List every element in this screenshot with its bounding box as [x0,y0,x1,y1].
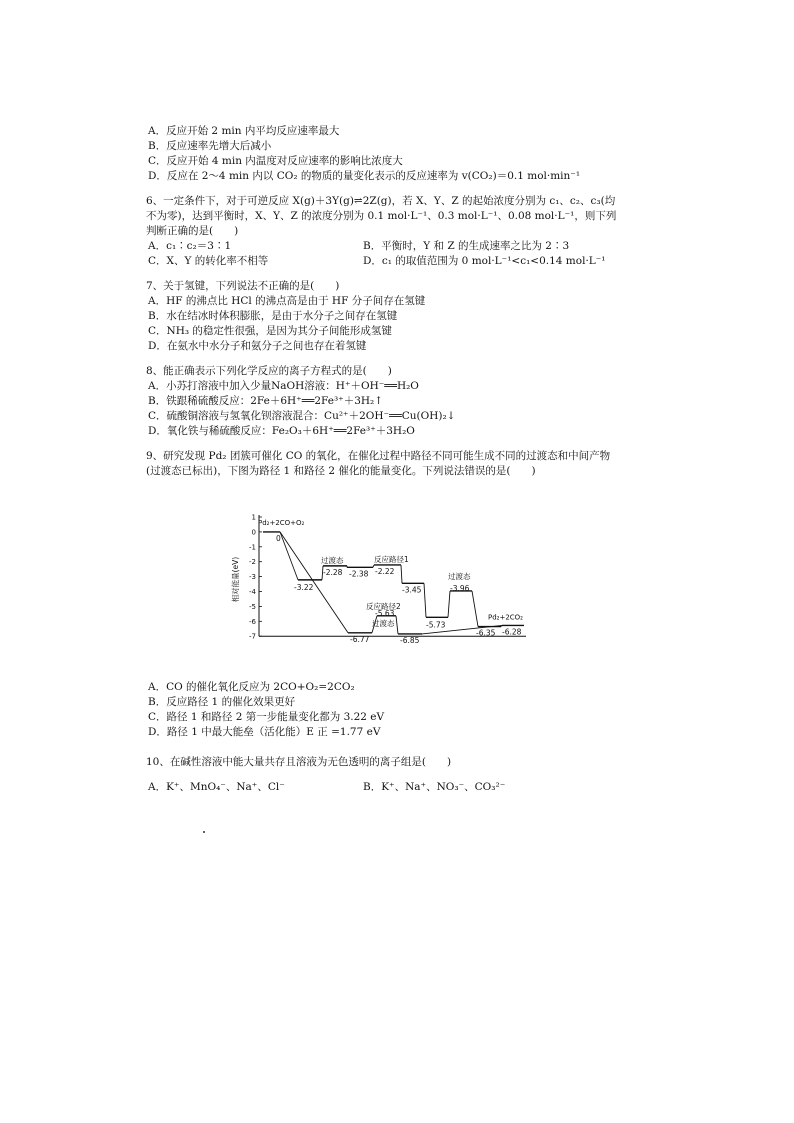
question-6 [146,194,616,269]
level-label-6: -5.73 [426,620,446,630]
y-tick-label: -5 [249,602,256,611]
path1-connector [401,565,402,583]
q5-option-b[interactable]: B．反应速率先增大后减小 [148,140,272,152]
level-label-p2a: -6.77 [350,634,370,644]
q6-stem-line-2: 不为零)，达到平衡时，X、Y、Z 的浓度分别为 0.1 mol·L⁻¹、0.3 mol·L⁻¹、0.08 mol·L⁻¹，则下列 [146,210,617,222]
question-9-options [146,680,616,740]
path2-connector [280,532,348,633]
level-label-p2c: -6.85 [400,635,420,645]
question-5-options [146,124,616,184]
q9-stem-line-1: 9、研究发现 Pd₂ 团簇可催化 CO 的氧化，在催化过程中路径不同可能生成不同的过渡态和中间产物 [146,450,611,462]
path1-legend-label: 反应路径1 [374,554,409,564]
q10-option-b[interactable]: B．K⁺、Na⁺、NO₃⁻、CO₃²⁻ [363,781,506,793]
q9-stem-line-2: (过渡态已标出)，下图为路径 1 和路径 2 催化的能量变化。下列说法错误的是( ) [146,465,536,477]
level-label-3: -2.38 [349,569,369,579]
exam-page [146,124,616,489]
path2-connector [396,616,398,634]
q6-option-c[interactable]: C．X、Y 的转化率不相等 [148,255,269,267]
q7-option-a[interactable]: A．HF 的沸点比 HCl 的沸点高是由于 HF 分子间存在氢键 [148,295,426,307]
level-label-4: -2.22 [375,566,395,576]
y-tick-label: 0 [251,528,256,537]
q8-option-c[interactable]: C．硫酸铜溶液与氢氧化钡溶液混合：Cu²⁺＋2OH⁻══Cu(OH)₂↓ [148,410,456,422]
path2-legend-label: 反应路径2 [366,601,401,611]
y-axis-title: 相对能量(eV) [231,556,240,603]
y-tick-label: -3 [249,573,256,582]
y-tick-label: -6 [249,617,256,626]
y-tick-label: -7 [249,632,256,641]
y-tick-label: -1 [249,543,256,552]
question-9-stem [146,449,616,479]
y-tick-label: -4 [249,588,256,596]
q9-option-b[interactable]: B．反应路径 1 的催化效果更好 [148,696,296,708]
q6-option-a[interactable]: A．c₁∶c₂＝3∶1 [148,240,232,252]
path1-connector [472,591,478,627]
q9-option-a[interactable]: A．CO 的催化氧化反应为 2CO+O₂=2CO₂ [148,681,355,693]
q10-stem: 10、在碱性溶液中能大量共存且溶液为无色透明的离子组是( ) [146,756,452,768]
path1-connector [424,583,426,617]
q9-option-d[interactable]: D．路径 1 中最大能垒（活化能）E 正 =1.77 eV [148,726,381,738]
q6-option-b[interactable]: B．平衡时，Y 和 Z 的生成速率之比为 2∶3 [363,240,570,252]
q9-option-c[interactable]: C．路径 1 和路径 2 第一步能量变化都为 3.22 eV [148,711,385,723]
level-label-9: -6.28 [502,627,522,637]
transition-state-label: 过渡态 [372,618,395,628]
energy-diagram-svg [226,509,542,669]
level-label-p2b: -5.63 [375,608,395,618]
end-label: Pd₂+2CO₂ [488,613,523,622]
q6-stem-line-1: 6、一定条件下，对于可逆反应 X(g)＋3Y(g)⇌2Z(g)，若 X、Y、Z 的起始浓度分别为 c₁、c₂、c₃(均 [146,195,616,207]
question-10 [146,755,616,795]
question-8 [146,364,616,439]
level-label-8: -6.35 [476,628,496,638]
y-tick-label: -2 [249,558,256,567]
q5-option-d[interactable]: D．反应在 2～4 min 内以 CO₂ 的物质的量变化表示的反应速率为 v(CO₂)＝0.1 mol·min⁻¹ [148,170,581,182]
level-label-5: -3.45 [402,585,422,595]
y-tick-label: 1 [251,513,256,522]
q6-option-d[interactable]: D．c₁ 的取值范围为 0 mol·L⁻¹<c₁<0.14 mol·L⁻¹ [363,255,606,267]
energy-diagram [226,509,542,669]
level-label-7: -3.96 [450,583,470,593]
path1-connector [280,532,298,580]
q7-option-c[interactable]: C．NH₃ 的稳定性很强，是因为其分子间能形成氢键 [148,325,392,337]
q5-option-a[interactable]: A．反应开始 2 min 内平均反应速率最大 [148,125,340,137]
transition-state-label: 过渡态 [321,555,344,565]
q5-option-c[interactable]: C．反应开始 4 min 内温度对反应速率的影响比浓度大 [148,155,403,167]
q8-stem: 8、能正确表示下列化学反应的离子方程式的是( ) [146,365,392,377]
transition-state-label: 过渡态 [448,571,471,581]
q8-option-a[interactable]: A．小苏打溶液中加入少量NaOH溶液：H⁺＋OH⁻══H₂O [148,380,419,392]
q7-stem: 7、关于氢键，下列说法不正确的是( ) [146,280,340,292]
path1-connector [373,565,374,567]
q10-option-a[interactable]: A．K⁺、MnO₄⁻、Na⁺、Cl⁻ [148,781,285,793]
level-label-0: 0 [276,533,281,543]
level-label-2: -2.28 [323,567,343,577]
start-label: Pd₂+2CO+O₂ [258,518,305,527]
stray-dot [203,831,205,833]
question-7 [146,279,616,354]
level-label-1: -3.22 [294,582,314,592]
q6-stem-line-3: 判断正确的是( ) [146,225,239,237]
path1-connector [448,591,450,617]
q8-option-b[interactable]: B．铁跟稀硫酸反应：2Fe＋6H⁺══2Fe³⁺＋3H₂↑ [148,395,384,407]
q7-option-d[interactable]: D．在氨水中水分子和氨分子之间也存在着氢键 [148,340,367,352]
q7-option-b[interactable]: B．水在结冰时体积膨胀，是由于水分子之间存在氢键 [148,310,398,322]
q8-option-d[interactable]: D．氧化铁与稀硫酸反应：Fe₂O₃＋6H⁺══2Fe³⁺＋3H₂O [148,425,415,437]
